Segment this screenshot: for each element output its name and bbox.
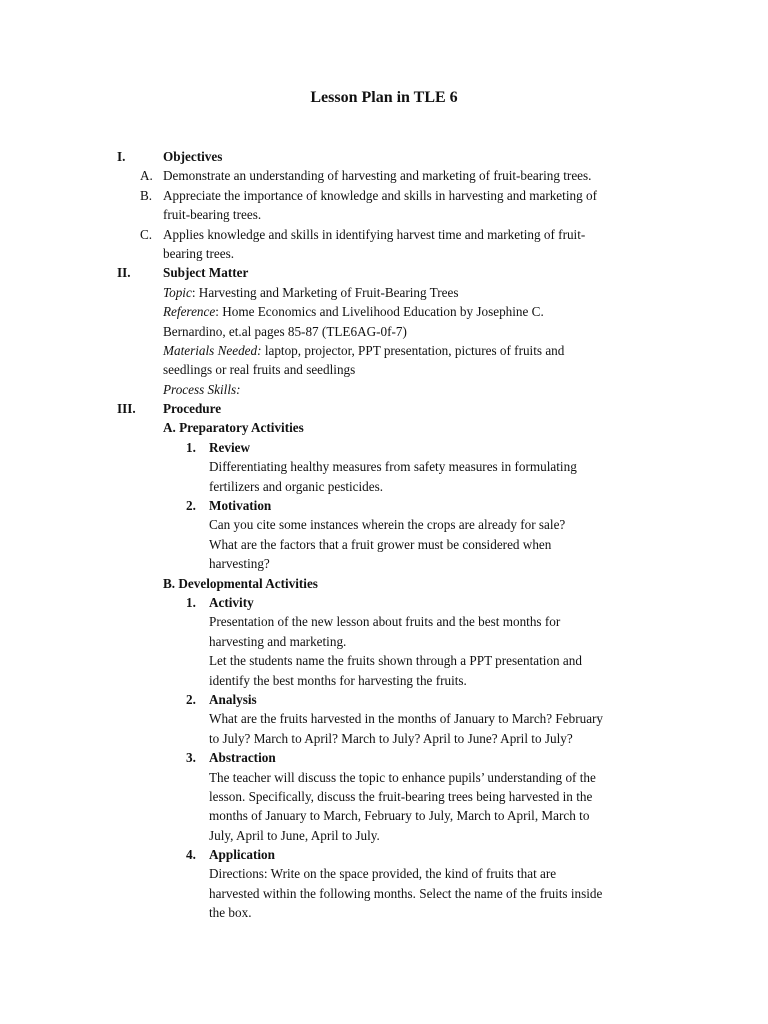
- step-text-line: [0, 729, 768, 748]
- topic-line: [0, 283, 768, 302]
- section-numeral: II.: [117, 265, 131, 281]
- analysis-heading: [0, 690, 768, 709]
- step-number: 2.: [186, 498, 196, 514]
- step-number: 1.: [186, 439, 196, 455]
- topic-label: Topic: [163, 284, 192, 300]
- step-text-line: [0, 671, 768, 690]
- section-procedure: [0, 399, 768, 418]
- step-text-line: [0, 535, 768, 554]
- objective-item: [0, 186, 768, 205]
- item-text: Applies knowledge and skills in identifying harvest time and marketing of fruit-: [163, 226, 586, 242]
- reference-line-continued: [0, 322, 768, 341]
- section-numeral: I.: [117, 149, 126, 164]
- step-title: Review: [209, 439, 251, 455]
- step-text-line: [0, 903, 768, 922]
- motivation-text: Can you cite some instances wherein the crops are already for sale?: [209, 517, 566, 533]
- activity-heading: [0, 593, 768, 612]
- item-letter: C.: [140, 226, 153, 242]
- item-letter: A.: [140, 168, 153, 184]
- abstraction-text: The teacher will discuss the topic to enhance pupils’ understanding of the: [209, 769, 596, 785]
- step-text-line: [0, 515, 768, 534]
- objective-item: [0, 225, 768, 244]
- developmental-activities-heading: [0, 574, 768, 593]
- step-title: Motivation: [209, 498, 272, 514]
- step-text-line: [0, 884, 768, 903]
- step-text-line: [0, 554, 768, 573]
- abstraction-text: months of January to March, February to July, March to April, March to: [209, 808, 590, 824]
- activity-text: identify the best months for harvesting the fruits.: [209, 672, 467, 688]
- step-number: 2.: [186, 691, 196, 707]
- section-heading: Objectives: [163, 149, 223, 164]
- abstraction-text: July, April to June, April to July.: [209, 827, 380, 843]
- step-text-line: [0, 806, 768, 825]
- materials-line-continued: [0, 360, 768, 379]
- motivation-heading: [0, 496, 768, 515]
- application-text: Directions: Write on the space provided, the kind of fruits that are: [209, 866, 557, 882]
- step-title: Analysis: [209, 691, 257, 707]
- item-letter: B.: [140, 187, 153, 203]
- step-text-line: [0, 709, 768, 728]
- step-title: Activity: [209, 594, 254, 610]
- item-text: bearing trees.: [163, 245, 235, 261]
- analysis-text: What are the fruits harvested in the months of January to March? February: [209, 711, 604, 727]
- materials-label: Materials Needed:: [163, 342, 262, 358]
- step-number: 3.: [186, 750, 196, 766]
- page-title: Lesson Plan in TLE 6: [310, 89, 458, 106]
- step-text-line: [0, 477, 768, 496]
- abstraction-heading: [0, 748, 768, 767]
- step-text-line: [0, 612, 768, 631]
- process-skills-label: Process Skills:: [163, 381, 241, 397]
- application-text: harvested within the following months. Select the name of the fruits inside: [209, 885, 603, 901]
- objective-item-continued: [0, 244, 768, 263]
- step-text-line: [0, 651, 768, 670]
- process-skills-line: [0, 380, 768, 399]
- step-title: Abstraction: [209, 750, 276, 766]
- reference-value-continued: Bernardino, et.al pages 85-87 (TLE6AG-0f-7): [163, 323, 407, 339]
- item-text: Appreciate the importance of knowledge and skills in harvesting and marketing of: [163, 187, 597, 203]
- section-heading: Subject Matter: [163, 265, 249, 281]
- reference-label: Reference: [163, 304, 216, 320]
- item-text: Demonstrate an understanding of harvesting and marketing of fruit-bearing trees.: [163, 168, 592, 184]
- reference-value: : Home Economics and Livelihood Education by Josephine C.: [215, 304, 544, 320]
- section-heading: Procedure: [163, 401, 222, 417]
- application-text: the box.: [209, 905, 252, 921]
- step-title: Application: [209, 847, 275, 863]
- topic-value: : Harvesting and Marketing of Fruit-Bearing Trees: [191, 284, 459, 300]
- motivation-text: harvesting?: [209, 556, 270, 572]
- step-text-line: [0, 632, 768, 651]
- subsection-heading: A. Preparatory Activities: [163, 420, 304, 436]
- step-number: 1.: [186, 594, 196, 610]
- step-text-line: [0, 826, 768, 845]
- section-numeral: III.: [117, 401, 136, 417]
- section-subject-matter: [0, 263, 768, 282]
- step-text-line: [0, 768, 768, 787]
- review-text: fertilizers and organic pesticides.: [209, 478, 384, 494]
- step-number: 4.: [186, 847, 196, 863]
- abstraction-text: lesson. Specifically, discuss the fruit-bearing trees being harvested in the: [209, 788, 593, 804]
- reference-line: [0, 302, 768, 321]
- objective-item-continued: [0, 205, 768, 224]
- materials-line: [0, 341, 768, 360]
- activity-text: harvesting and marketing.: [209, 633, 347, 649]
- motivation-text: What are the factors that a fruit grower must be considered when: [209, 536, 552, 552]
- preparatory-activities-heading: [0, 418, 768, 437]
- subsection-heading: B. Developmental Activities: [163, 575, 318, 591]
- review-text: Differentiating healthy measures from safety measures in formulating: [209, 459, 577, 475]
- materials-value: laptop, projector, PPT presentation, pictures of fruits and: [261, 342, 565, 358]
- application-heading: [0, 845, 768, 864]
- section-objectives: [0, 147, 768, 166]
- objective-item: [0, 166, 768, 185]
- item-text: fruit-bearing trees.: [163, 207, 262, 223]
- step-text-line: [0, 457, 768, 476]
- activity-text: Let the students name the fruits shown through a PPT presentation and: [209, 653, 582, 669]
- activity-text: Presentation of the new lesson about fruits and the best months for: [209, 614, 561, 630]
- review-heading: [0, 438, 768, 457]
- materials-value-continued: seedlings or real fruits and seedlings: [163, 362, 356, 378]
- step-text-line: [0, 787, 768, 806]
- analysis-text: to July? March to April? March to July? April to June? April to July?: [209, 730, 573, 746]
- step-text-line: [0, 864, 768, 883]
- lesson-content: [0, 147, 768, 923]
